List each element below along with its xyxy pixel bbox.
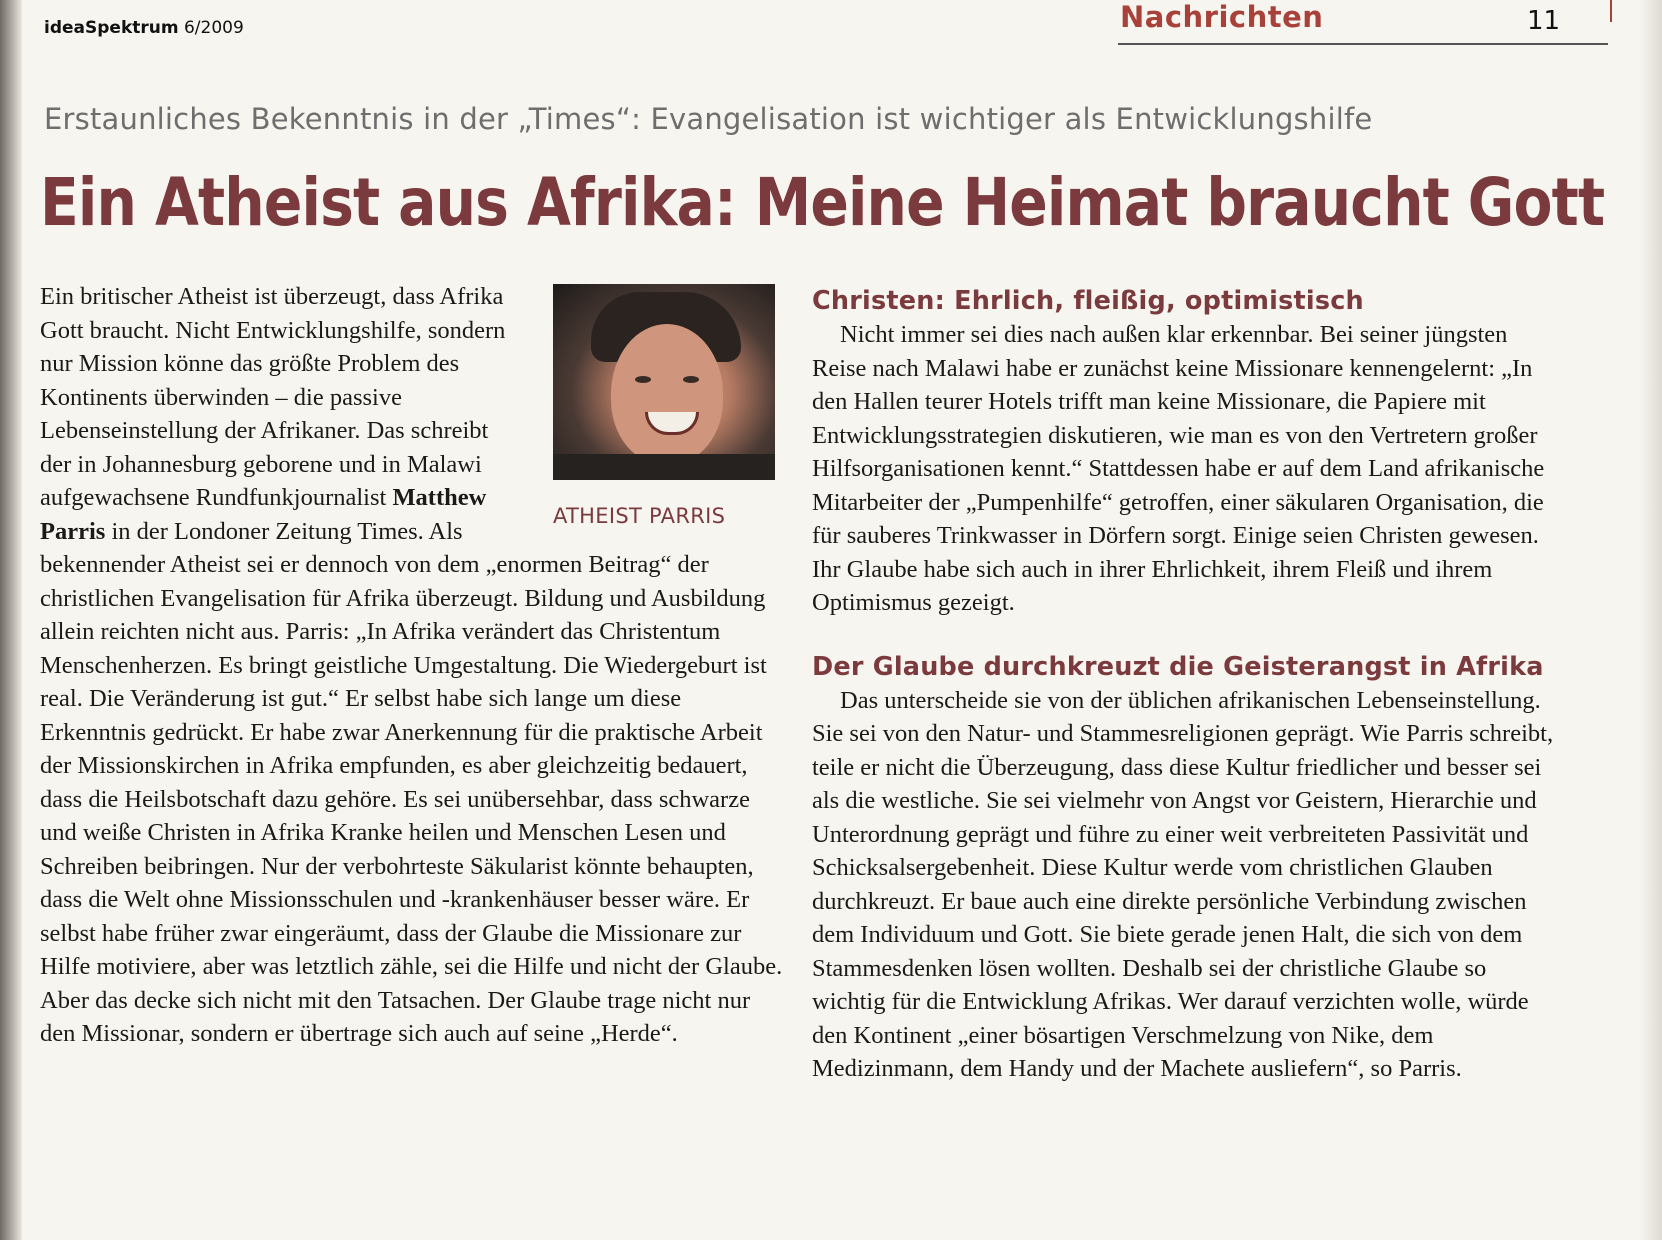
magazine-name: ideaSpektrum: [44, 18, 179, 38]
photo-caption: ATHEIST PARRIS: [553, 504, 726, 528]
header-accent-rule: [1610, 0, 1612, 22]
portrait-photo: [553, 284, 775, 480]
page-spine-shadow: [0, 0, 22, 1240]
article-column-right: [812, 284, 1560, 1086]
subheading-1: Christen: Ehrlich, fleißig, optimistisch: [812, 286, 1364, 316]
section-title: Nachrichten: [1120, 0, 1324, 34]
article-kicker: Erstaunliches Bekenntnis in der „Times“: Evangelisation ist wichtiger als Entwicklungshilfe: [44, 102, 1373, 136]
page-edge-shadow: [1640, 0, 1662, 1240]
lead-author-name: Matthew Parris: [40, 484, 487, 545]
issue-number: 6/2009: [183, 18, 244, 38]
article-column-left: [40, 280, 787, 1051]
paragraph-1: Nicht immer sei dies nach außen klar erkennbar. Bei seiner jüngsten Reise nach Malawi habe er zunächst keine Missionare kennengelernt: „In den Hallen teurer Hotels trifft man keine Missionare, die Papiere mit Entwicklungsstrategien diskutieren, wie man es von den Vertretern großer Hilfsorganisationen kennt.“ Stattdessen habe er auf dem Land afrikanische Mitarbeiter der „Pumpenhilfe“ getroffen, einer säkularen Organisation, die für sauberes Trinkwasser in Dörfern sorgt. Einige seien Christen gewesen. Ihr Glaube habe sich auch in ihrer Ehrlichkeit, ihrem Fleiß und ihrem Optimismus gezeigt.: [812, 321, 1545, 616]
subheading-2: Der Glaube durchkreuzt die Geisterangst in Afrika: [812, 651, 1544, 682]
lead-text-rest: in der Londoner Zeitung Times. Als bekennender Atheist sei er dennoch von dem „enormen Beitrag“ der christlichen Evangelisation für Afrika überzeugt. Bildung und Ausbildung allein reichten nicht aus. Parris: „In Afrika verändert das Christentum Menschenherzen. Es bringt geistliche Umgestaltung. Die Wiedergeburt ist real. Die Veränderung ist gut.“ Er selbst habe sich lange um diese Erkenntnis gedrückt. Er habe zwar Anerkennung für die praktische Arbeit der Missionskirchen in Afrika empfunden, es aber gleichzeitig bedauert, dass die Heilsbotschaft dazu gehöre. Es sei unübersehbar, dass schwarze und weiße Christen in Afrika Kranke heilen und Menschen Lesen und Schreiben beibringen. Nur der verbohrteste Säkularist könnte behaupten, dass die Welt ohne Missionsschulen und -krankenhäuser besser wäre. Er selbst habe früher zwar eingeräumt, dass der Glaube die Missionare zur Hilfe motiviere, aber was letztlich zähle, sei die Hilfe und nicht der Glaube. Aber das decke sich nicht mit den Tatsachen. Der Glaube trage nicht nur den Missionar, sondern er übertrage sich auch auf seine „Herde“.: [40, 517, 783, 1047]
paragraph-2: Das unterscheide sie von der üblichen afrikanischen Lebenseinstellung. Sie sei von den Natur- und Stammesreligionen geprägt. Wie Parris schreibt, teile er nicht die Überzeugung, dass diese Kultur friedlicher und besser sei als die westliche. Sie sei vielmehr von Angst vor Geistern, Hierarchie und Unterordnung geprägt und führe zu einer weit verbreiteten Passivität und Schicksalsergebenheit. Diese Kultur werde vom christlichen Glauben durchkreuzt. Er baue auch eine direkte persönliche Verbindung zwischen dem Individuum und Gott. Sie biete gerade jenen Halt, die sich von dem Stammesdenken lösen wollten. Deshalb sei der christliche Glaube so wichtig für die Entwicklung Afrikas. Wer darauf verzichten wolle, würde den Kontinent „einer bösartigen Verschmelzung von Nike, dem Medizinmann, dem Handy und der Machete ausliefern“, so Parris.: [812, 686, 1554, 1082]
header-rule: [1118, 43, 1608, 45]
photo-block: [547, 284, 787, 532]
page-number: 11: [1527, 6, 1561, 36]
publication-line: [44, 18, 244, 38]
lead-text-start: Ein britischer Atheist ist überzeugt, dass Afrika Gott braucht. Nicht Entwicklungshilfe, sondern nur Mission könne das größte Problem des Kontinents überwinden – die passive Lebenseinstellung der Afrikaner. Das schreibt der in Johannesburg geborene und in Malawi aufgewachsene Rundfunkjournalist: [40, 283, 506, 511]
article-headline: Ein Atheist aus Afrika: Meine Heimat braucht Gott: [40, 164, 1605, 241]
